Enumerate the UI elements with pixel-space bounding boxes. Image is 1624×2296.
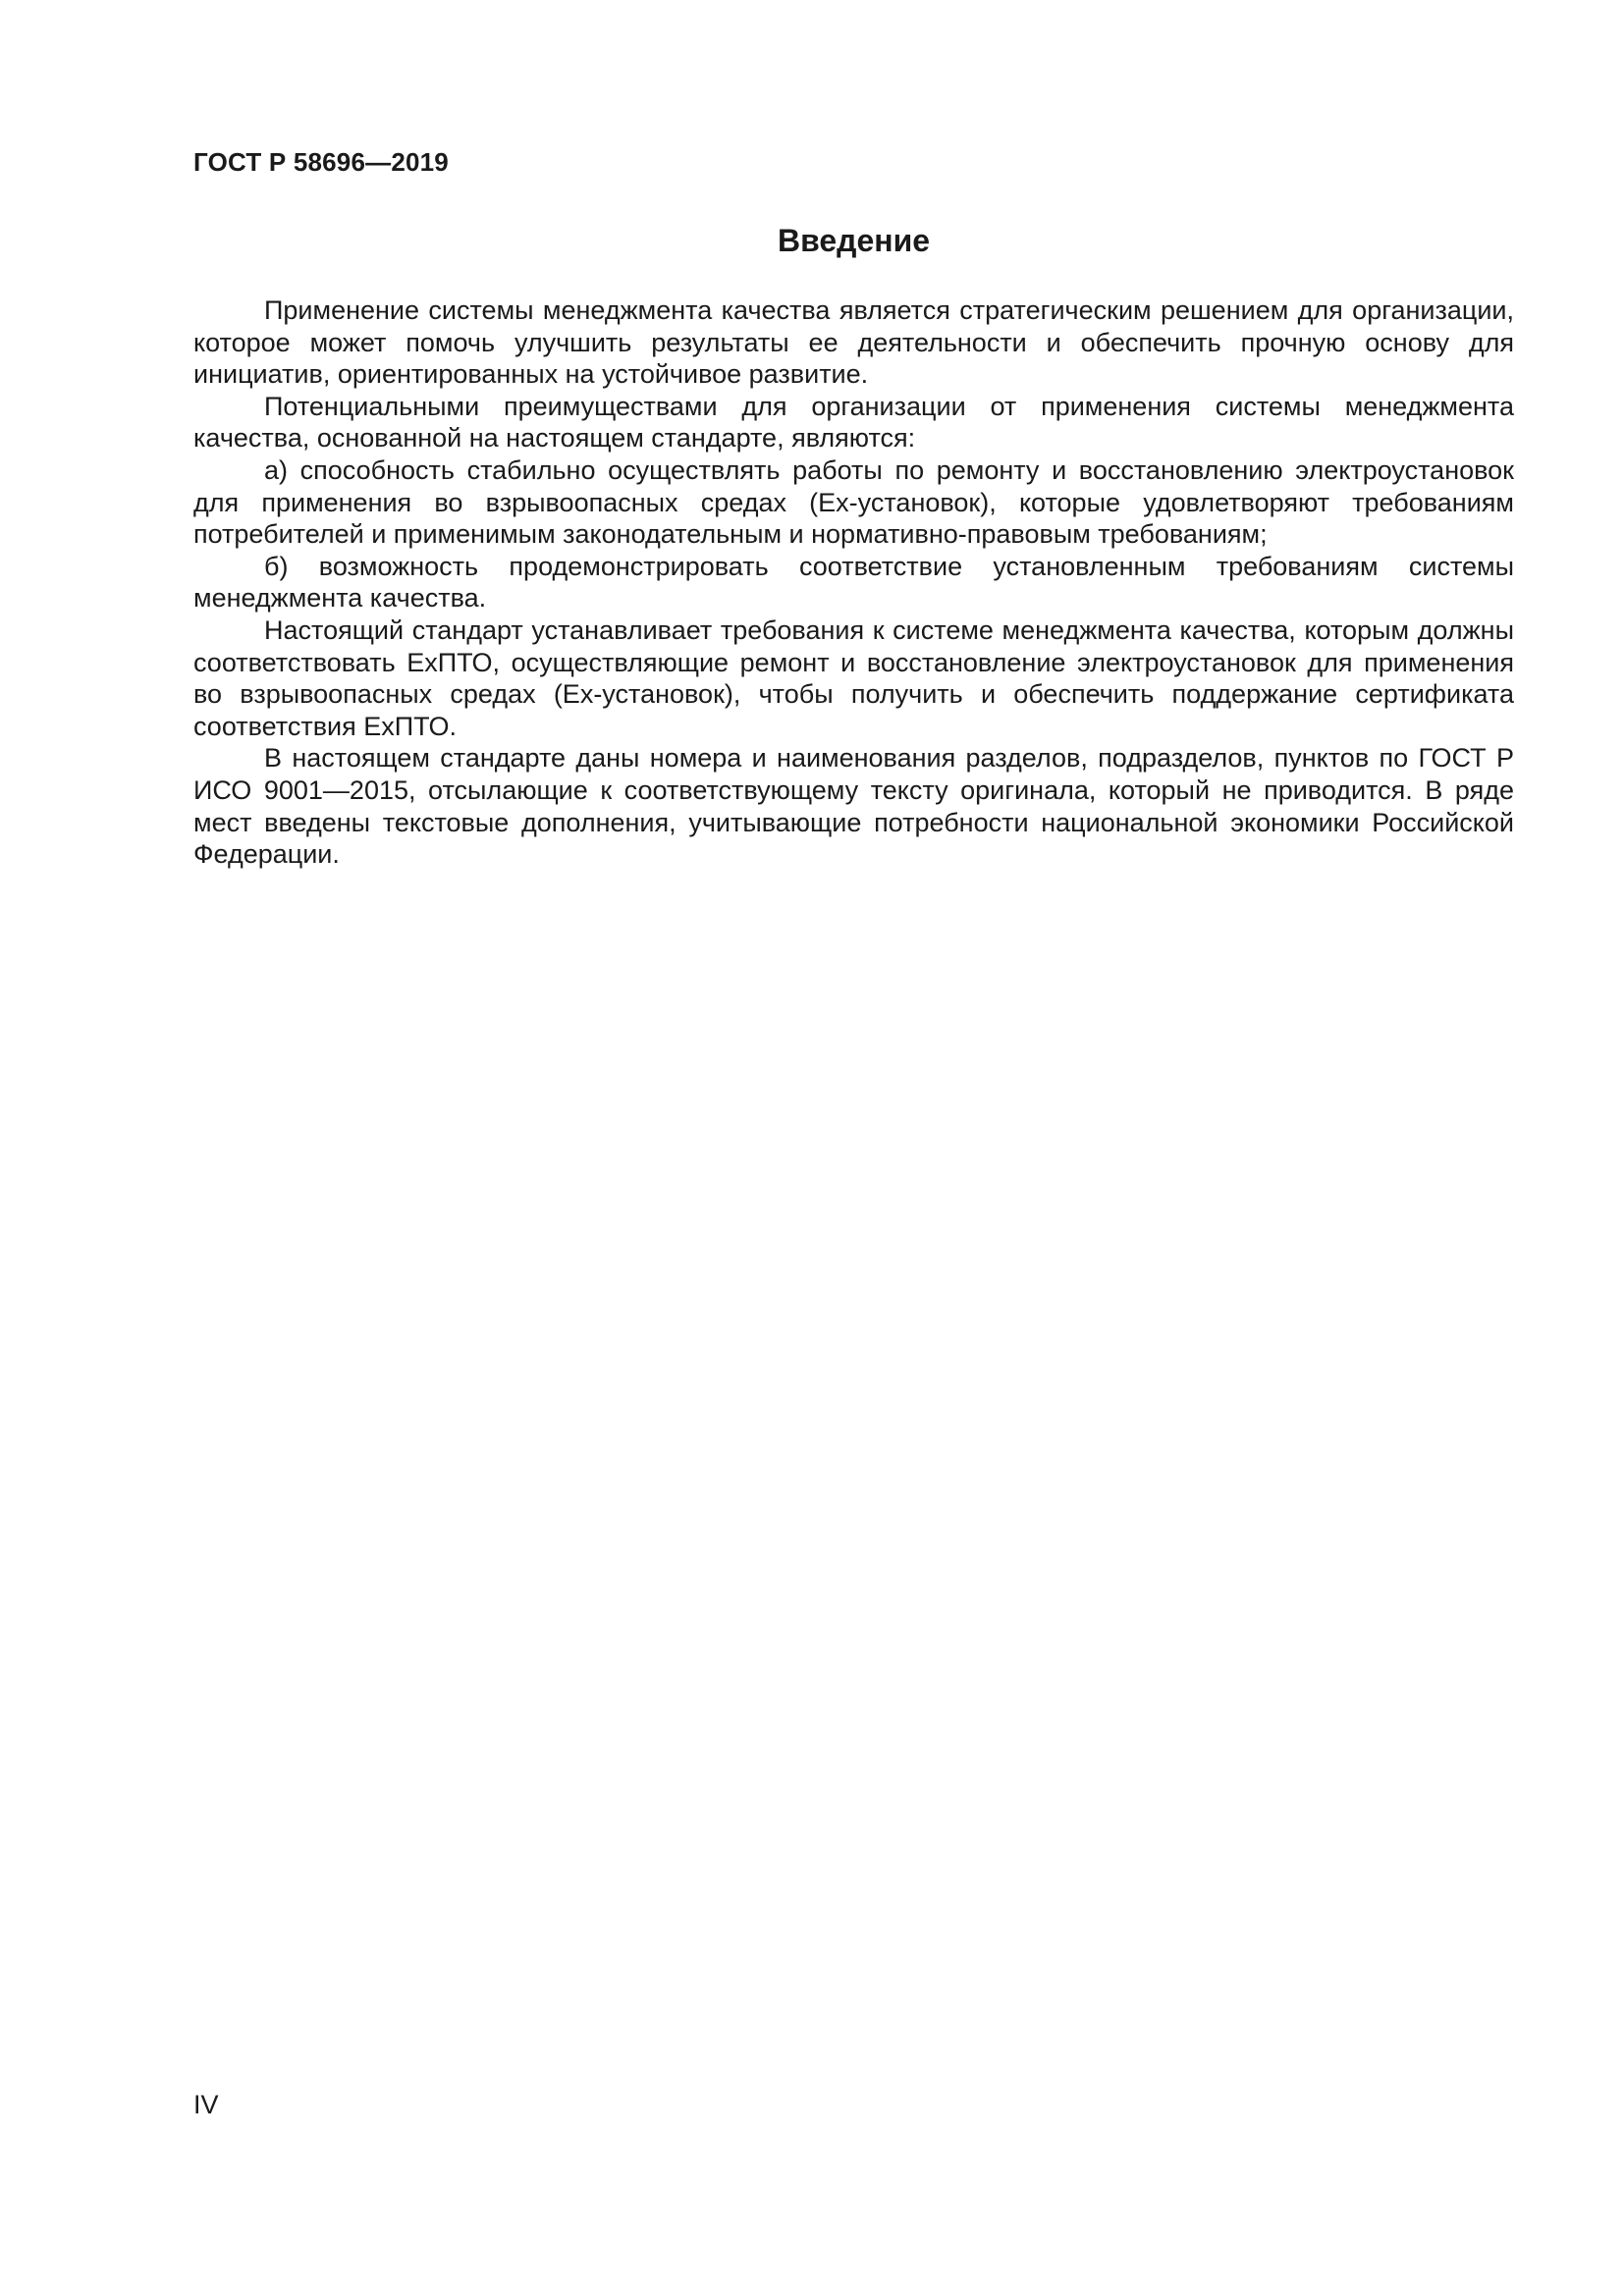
paragraph-requirements: Настоящий стандарт устанавливает требования к системе менеджмента качества, которым должны соответствовать ExПТО, осуществляющие ремонт и восстановление электроустановок для применения во взрывоопасных средах (Ex-установок), чтобы получить и обеспечить поддержание сертификата соответствия ExПТО. [193,614,1514,741]
list-item-a: а) способность стабильно осуществлять работы по ремонту и восстановлению электроустановок для применения во взрывоопасных средах (Ex-установок), которые удовлетворяют требованиям потребителей и применимым законодательным и нормативно-правовым требованиям; [193,454,1514,550]
document-code: ГОСТ Р 58696—2019 [193,147,449,177]
introduction-body [193,294,1514,871]
section-title: Введение [777,223,931,258]
paragraph-intro: Применение системы менеджмента качества является стратегическим решением для организации, которое может помочь улучшить результаты ее деятельности и обеспечить прочную основу для инициатив, ориентированных на устойчивое развитие. [193,295,1514,390]
page-number: IV [193,2090,219,2119]
paragraph-benefits-lead: Потенциальными преимуществами для организации от применения системы менеджмента качества, основанной на настоящем стандарте, являются: [193,391,1514,454]
paragraph-references: В настоящем стандарте даны номера и наименования разделов, подразделов, пунктов по ГОСТ Р ИСО 9001—2015, отсылающие к соответствующему тексту оригинала, который не приводится. В ряде мест введены текстовые дополнения, учитывающие потребности национальной экономики Российской Федерации. [193,743,1514,870]
list-item-b: б) возможность продемонстрировать соответствие установленным требованиям системы менеджмента качества. [193,551,1514,614]
